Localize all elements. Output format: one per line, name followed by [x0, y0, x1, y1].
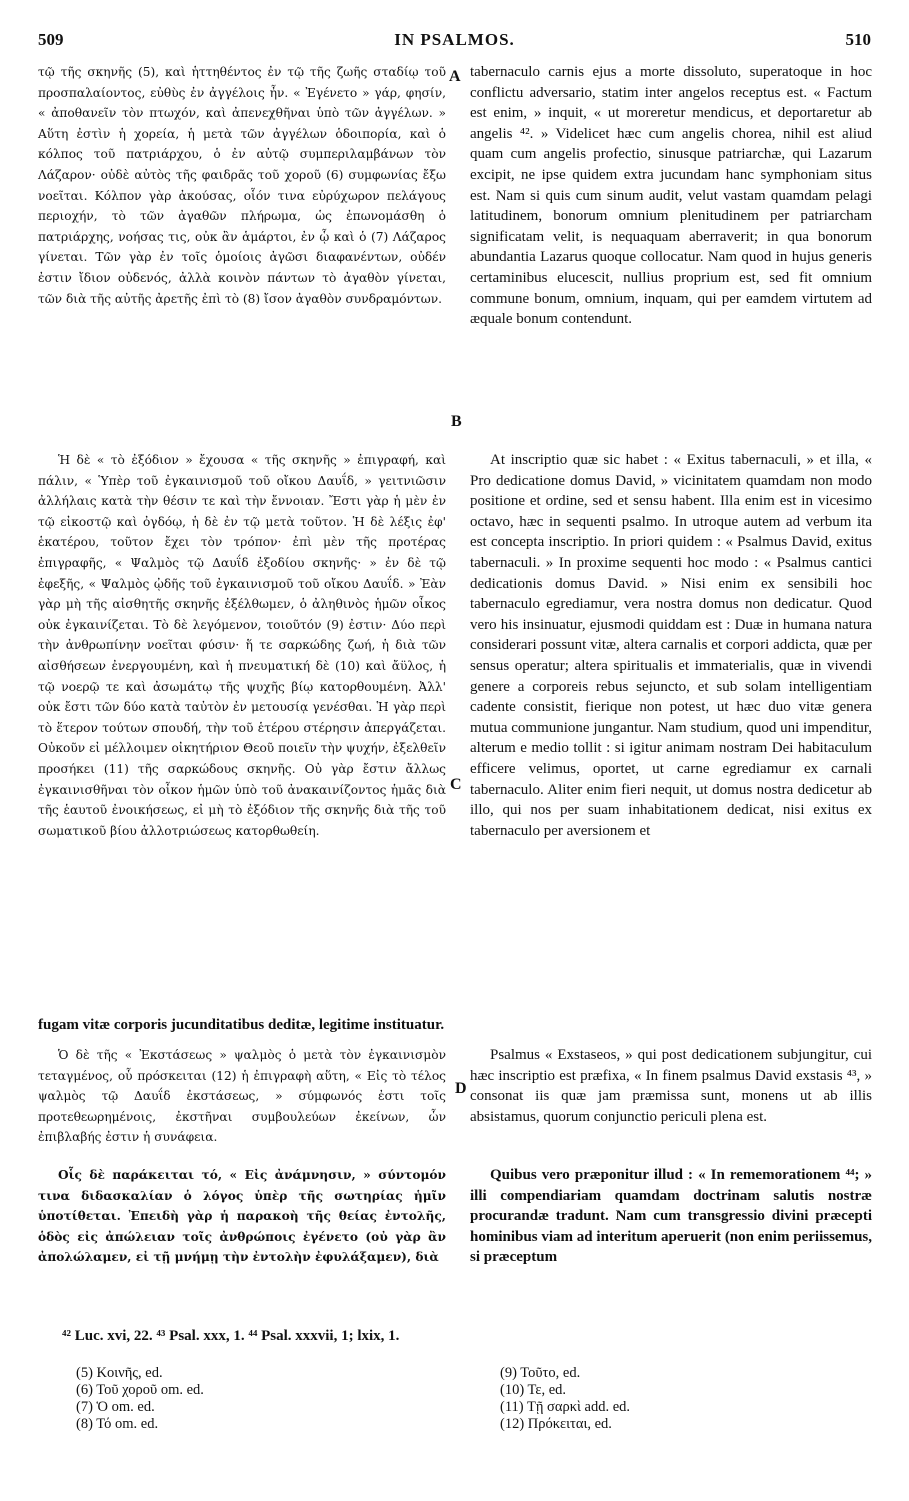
running-title: IN PSALMOS. [394, 30, 515, 49]
section-marker-c: C [450, 776, 462, 793]
note-11: (11) Τῇ σαρκὶ add. ed. [500, 1399, 631, 1415]
latin-paragraph-3: Psalmus « Exstaseos, » qui post dedicationem subjungitur, cui hæc inscriptio est præfixa, « In finem psalmus David exstasis ⁴³, » consonat iis quæ jam præmissa sunt, monens ut ab illis absistamus, quorum conjunctio periculi plena est. [470, 1047, 872, 1125]
note-10: (10) Τε, ed. [500, 1382, 567, 1398]
note-8: (8) Τό om. ed. [76, 1416, 159, 1432]
running-header [38, 30, 871, 54]
note-12: (12) Πρόκειται, ed. [500, 1416, 612, 1432]
notes-left [76, 1365, 204, 1433]
greek-paragraph-3: Ὁ δὲ τῆς « Ἐκστάσεως » ψαλμὸς ὁ μετὰ τὸν ἐγκαινισμὸν τεταγμένος, οὗ πρόσκειται (12) ἡ ἐπιγραφὴ αὕτη, « Εἰς τὸ τέλος ψαλμὸς τῷ Δαυΐδ ἐκστάσεως, » σύμφωνός ἐστι τοῖς προτεθεωρημένοις, ἐκστῆναι συμβουλεύων ἐκείνων, ὧν ἐπιβλαβής ἐστιν ἡ συνάφεια. [38, 1048, 446, 1145]
note-6: (6) Τοῦ χοροῦ om. ed. [76, 1382, 204, 1398]
notes-right [500, 1365, 630, 1433]
left-page-number: 509 [38, 30, 64, 49]
section-marker-b: B [451, 413, 462, 430]
greek-paragraph-4: Οἷς δὲ παράκειται τό, « Εἰς ἀνάμνησιν, » σύντομόν τινα διδασκαλίαν ὁ λόγος ὑπὲρ τῆς σωτηρίας ἡμῖν ὑποτίθεται. Ἐπειδὴ γὰρ ἡ παρακοὴ τῆς θείας ἐντολῆς, ὁδὸς εἰς ἀπώλειαν τοῖς ἀνθρώποις ἐγένετο (οὐ γὰρ ἂν ἀπολώλαμεν, εἰ τῇ μνήμῃ τὴν ἐντολὴν ἐφυλάξαμεν), διὰ [38, 1168, 446, 1265]
section-marker-a: A [449, 68, 461, 85]
latin-paragraph-4: Quibus vero præponitur illud : « In rememorationem ⁴⁴; » illi compendiariam quamdam doctrinam salutis nostræ procurandæ tradunt. Nam cum transgressio divini præcepti hominibus viam ad interitum aperuerit (non enim periissemus, si præceptum [470, 1167, 872, 1266]
section-marker-d: D [455, 1080, 467, 1097]
scripture-references: ⁴² Luc. xvi, 22. ⁴³ Psal. xxx, 1. ⁴⁴ Psal. xxxvii, 1; lxix, 1. [62, 1328, 400, 1344]
note-9: (9) Τοῦτο, ed. [500, 1365, 581, 1381]
greek-paragraph-2: Ἡ δὲ « τὸ ἐξόδιον » ἔχουσα « τῆς σκηνῆς » ἐπιγραφή, καὶ πάλιν, « Ὑπὲρ τοῦ ἐγκαινισμοῦ τοῦ οἴκου Δαυΐδ, » γειτνιῶσιν ἀλλήλαις κατὰ τὴν θέσιν τε καὶ τὴν ἔννοιαν. Ἔστι γὰρ ἡ μὲν ἐν τῷ εἰκοστῷ καὶ ὀγδόῳ, ἡ δὲ ἐν τῷ μετὰ τοῦτον. Ἡ δὲ λέξις ἐφ' ἑκατέρου, τοῦτον ἔχει τὸν τρόπον· ἐπὶ μὲν τῆς προτέρας ἐπιγραφῆς, « Ψαλμὸς τῷ Δαυΐδ ἐξοδίου σκηνῆς· » ἐν δὲ τῷ ἐφεξῆς, « Ψαλμὸς ᾠδῆς τοῦ ἐγκαινισμοῦ τοῦ οἴκου Δαυΐδ. » Ἐὰν γὰρ μὴ τῆς αἰσθητῆς σκηνῆς ἐξέλθωμεν, ὁ ἀληθινὸς ἡμῶν οἶκος οὐκ ἐγκαινίζεται. Τὸ δὲ λεγόμενον, τοιοῦτόν (9) ἐστιν· Δύο περὶ τὴν ἀνθρωπίνην νοεῖται φύσιν· ἥ τε σαρκώδης ζωή, ἡ διὰ τῶν αἰσθήσεων ἐνεργουμένη, καὶ ἡ πνευματική δὲ (10) καὶ ἄϋλος, ἡ τῷ νοερῷ τε καὶ ἀσωμάτῳ τῆς ψυχῆς βίῳ κατορθουμένη. Ἀλλ' οὐκ ἔστι τῶν δύο κατὰ ταὐτὸν ἐν μετουσίᾳ γενέσθαι. Ἡ γὰρ περὶ τὸ ἕτερον τούτων σπουδή, τὴν τοῦ ἑτέρου στέρησιν ἀπεργάζεται. Οὐκοῦν εἰ μέλλοιμεν οἰκητήριον Θεοῦ ποιεῖν τὴν ψυχήν, ἐξελθεῖν προσήκει (11) τῆς σαρκώδους σκηνῆς. Οὐ γὰρ ἔστιν ἄλλως ἐγκαινισθῆναι τὸν οἶκον ἡμῶν ὑπὸ τοῦ ἀνακαινίζοντος ἡμᾶς διὰ τῆς ἑαυτοῦ ἐνοικήσεως, εἰ μὴ τὸ ἐξόδιον τῆς σκηνῆς διὰ τῆς τοῦ σωματικοῦ βίου ἀλλοτριώσεως κατορθωθείη. [38, 453, 446, 838]
note-7: (7) Ὁ om. ed. [76, 1399, 155, 1415]
latin-full-width-line: fugam vitæ corporis jucunditatibus deditæ, legitime instituatur. [38, 1017, 445, 1033]
latin-paragraph-1: tabernaculo carnis ejus a morte dissoluto, superatoque in hoc conflictu adversario, statim inter angelos receptus est. « Factum est enim, » inquit, « ut moreretur mendicus, et deportaretur ab angelis ⁴². » Videlicet hæc cum angelis chorea, nihil est aliud quam cum angelis profectio, sinusque patriarchæ, qui Lazarum excipit, ne ipse quidem extra jucundam hanc symphoniam situs est. Nam si quis cum sinum audit, velut vastam quamdam pelagi latitudinem, bonorum omnium plenitudinem per patriarcham significatam velit, is nequaquam aberraverit; in qua bonorum abundantia Lazarus quoque collocatur. Nam quod in hujus generis certaminibus elucescit, nullius proprium est, sed fit omnium commune bonum, omnium, inquam, qui per eamdem virtutem ad æquale bonum contendunt. [470, 64, 872, 328]
note-5: (5) Κοινῆς, ed. [76, 1365, 163, 1381]
right-page-number: 510 [845, 30, 871, 49]
latin-paragraph-2: At inscriptio quæ sic habet : « Exitus tabernaculi, » et illa, « Pro dedicatione domus David, » vicinitatem quamdam non modo positione et ordine, sed et sensu habent. Illa enim est in vicesimo octavo, hæc in sequenti psalmo. In utroque autem ad verbum ita est concepta inscriptio. In priori quidem : « Psalmus David, exitus tabernaculi. » In proxime sequenti hoc modo : « Psalmus cantici dedicationis domus David. » Nisi enim ex sensibili hoc tabernaculo egrediamur, vera nostra domus non dedicatur. Quod vero his insinuatur, ejusmodi quiddam est : Duæ in humana natura considerari possunt vitæ, altera carnalis et corpori addicta, quæ per sensus operatur; altera spiritualis et immaterialis, quæ in vivendi genere a corporeis rebus sejuncto, et sub solam intelligentiam cadente consistit, fierique non potest, ut hæc duo vitæ genera mutua communione jungantur. Nam studium, quod uni impenditur, alterum e medio tollit : si igitur animam nostram Dei habitaculum efficere velimus, oportet, ut carne egrediamur ex carnali tabernaculo. Aliter enim fieri nequit, ut domus nostra dedicetur ab illo, qui nos per suam inhabitationem dedicat, nisi exitus ex tabernaculo per aversionem et [470, 452, 872, 839]
greek-paragraph-1: τῷ τῆς σκηνῆς (5), καὶ ἡττηθέντος ἐν τῷ τῆς ζωῆς σταδίῳ τοῦ προσπαλαίοντος, εὐθὺς ἐν ἀγγέλοις ἦν. « Ἐγένετο » γάρ, φησίν, « ἀποθανεῖν τὸν πτωχόν, καὶ ἀπενεχθῆναι ὑπὸ τῶν ἀγγέλων. » Αὕτη ἐστὶν ἡ χορεία, ἡ μετὰ τῶν ἀγγέλων ὁδοιπορία, καὶ ὁ κόλπος τοῦ πατριάρχου, ὁ ἐν αὐτῷ συμπεριλαμβάνων τὸν Λάζαρον· οὐδὲ αὐτὸς τῆς φαιδρᾶς τοῦ χοροῦ (6) συμφωνίας ἔξω νοεῖται. Κόλπον γὰρ ἀκούσας, οἷόν τινα εὐρύχωρον πελάγους περιοχήν, τὸ τῶν ἀγαθῶν πλήρωμα, ὡς ἐπωνομάσθη ὁ πατριάρχης, νοήσας τις, οὐκ ἂν ἁμάρτοι, ἐν ᾧ καὶ ὁ (7) Λάζαρος γίνεται. Τῶν γὰρ ἐν τοῖς ὁμοίοις ἀγῶσι διαφανέντων, οὐδέν ἐστιν ἴδιον οὐδενός, ἀλλὰ κοινὸν πάντων τὸ ἀγαθὸν γίνεται, τῶν διὰ τῆς αὐτῆς ἀρετῆς ἐπὶ τὸ (8) ἴσον ἀγαθὸν συνδραμόντων. [38, 65, 446, 306]
